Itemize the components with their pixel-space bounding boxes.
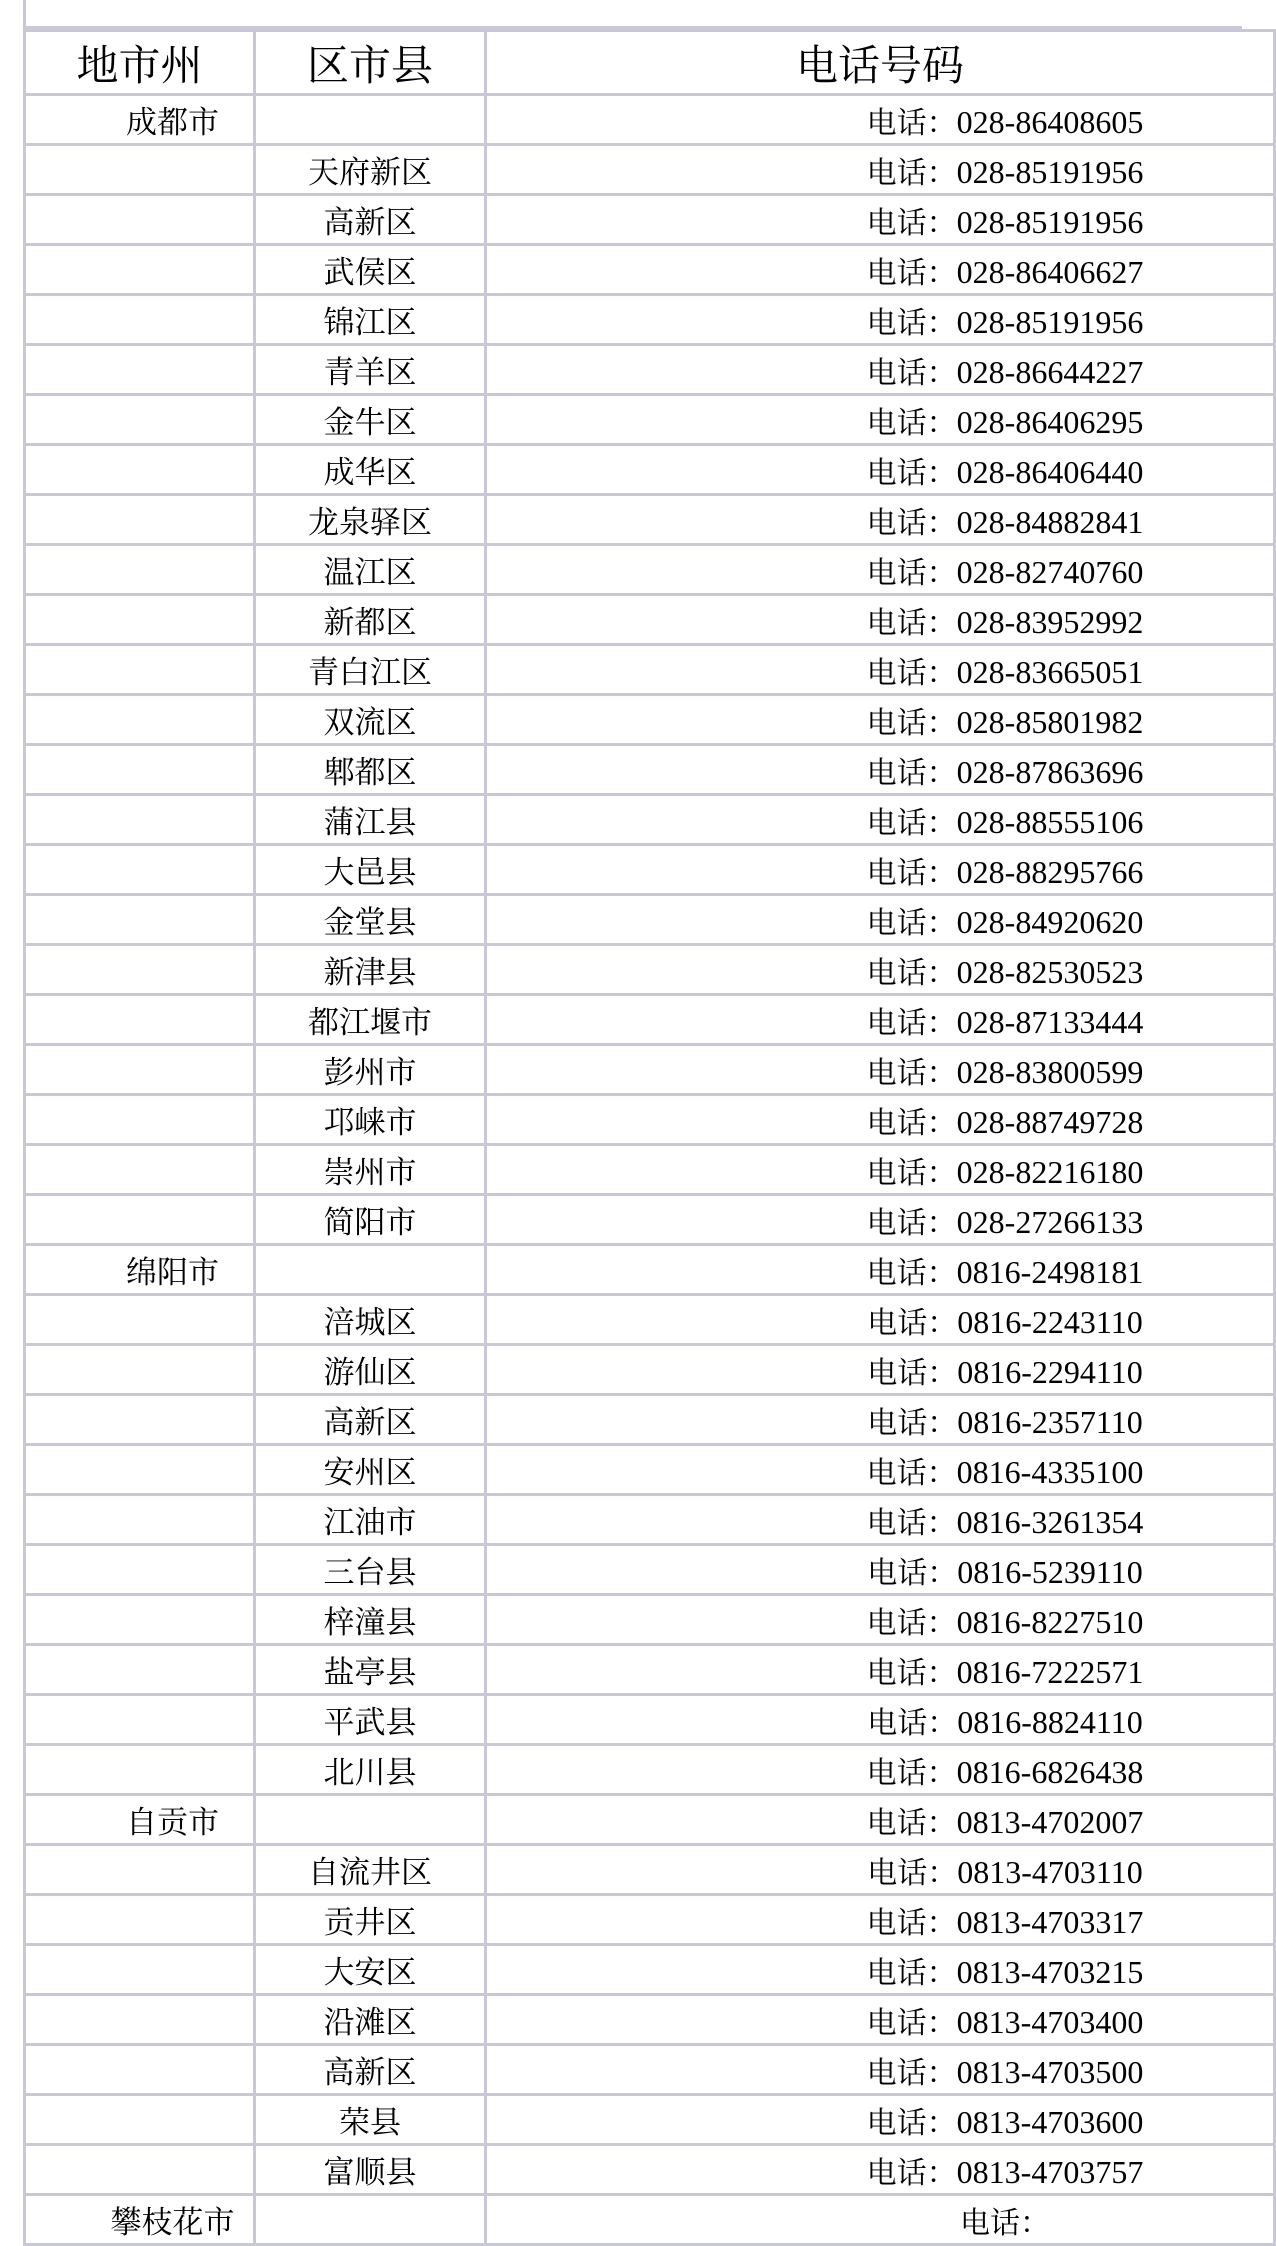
city-cell: [25, 1345, 255, 1395]
phone-number: 028-85191956: [956, 153, 1144, 190]
phone-number: 028-86406440: [956, 453, 1144, 490]
city-cell: [25, 1195, 255, 1245]
district-cell: 新都区: [255, 595, 486, 645]
city-cell: [25, 645, 255, 695]
phone-number: 028-82530523: [956, 953, 1144, 990]
phone-cell: [486, 2095, 1275, 2145]
phone-number: 028-83665051: [956, 653, 1144, 690]
phone-cell: [486, 1245, 1275, 1295]
phone-number: 0816-5239110: [957, 1553, 1143, 1590]
phone-number: 0813-4703500: [956, 2053, 1144, 2090]
table-row: [25, 1245, 1275, 1295]
table-row: [25, 1945, 1275, 1995]
table-row: [25, 2045, 1275, 2095]
district-cell: 三台县: [255, 1545, 486, 1595]
phone-cell: [486, 795, 1275, 845]
city-cell: [25, 145, 255, 195]
city-cell: [25, 995, 255, 1045]
phone-cell: [486, 95, 1275, 145]
phone-number: 028-86406295: [956, 403, 1144, 440]
table-row: [25, 795, 1275, 845]
phone-number: 0813-4703110: [957, 1853, 1143, 1890]
phone-cell: [486, 895, 1275, 945]
city-cell: [25, 295, 255, 345]
district-cell: 高新区: [255, 195, 486, 245]
phone-prefix: 电话：: [866, 1755, 957, 1791]
phone-number: 0816-2498181: [956, 1253, 1144, 1290]
table-row: [25, 895, 1275, 945]
table-row: [25, 745, 1275, 795]
city-cell: [25, 1945, 255, 1995]
phone-cell: [486, 1745, 1275, 1795]
phone-prefix: 电话：: [866, 905, 957, 941]
phone-cell: [486, 1445, 1275, 1495]
city-cell: [25, 495, 255, 545]
table-row: [25, 2145, 1275, 2195]
phone-prefix: 电话：: [866, 855, 957, 891]
phone-number: 028-87133444: [956, 1003, 1144, 1040]
phone-cell: [486, 2195, 1275, 2245]
city-cell: [25, 695, 255, 745]
phone-number: 028-83800599: [956, 1053, 1144, 1090]
district-cell: 青羊区: [255, 345, 486, 395]
district-cell: 大安区: [255, 1945, 486, 1995]
city-cell: [25, 595, 255, 645]
table-row: [25, 695, 1275, 745]
district-cell: 锦江区: [255, 295, 486, 345]
district-cell: [255, 2195, 486, 2245]
district-cell: 富顺县: [255, 2145, 486, 2195]
table-row: [25, 1895, 1275, 1945]
phone-number: 028-83952992: [956, 603, 1144, 640]
phone-cell: [486, 1295, 1275, 1345]
table-row: [25, 1745, 1275, 1795]
phone-cell: [486, 845, 1275, 895]
table-row: [25, 1295, 1275, 1345]
phone-prefix: 电话：: [866, 955, 957, 991]
table-row: [25, 995, 1275, 1045]
table-row: [25, 1445, 1275, 1495]
phone-prefix: 电话：: [866, 1505, 957, 1541]
phone-prefix: 电话：: [866, 205, 957, 241]
phone-prefix: 电话：: [867, 1855, 958, 1891]
table-row: [25, 2095, 1275, 2145]
phone-prefix: 电话：: [866, 1205, 957, 1241]
phone-number: 0816-2243110: [957, 1303, 1143, 1340]
phone-cell: [486, 1145, 1275, 1195]
phone-number: 028-84920620: [956, 903, 1144, 940]
header-row: [25, 31, 1275, 95]
phone-cell: [486, 1545, 1275, 1595]
phone-prefix: 电话：: [866, 1105, 957, 1141]
district-cell: 彭州市: [255, 1045, 486, 1095]
city-cell: [25, 1445, 255, 1495]
table-row: [25, 1145, 1275, 1195]
phone-cell: [486, 345, 1275, 395]
district-cell: 荣县: [255, 2095, 486, 2145]
city-cell: [25, 445, 255, 495]
district-cell: 贡井区: [255, 1895, 486, 1945]
phone-cell: [486, 295, 1275, 345]
phone-number: 0813-4703757: [956, 2153, 1144, 2190]
district-cell: 自流井区: [255, 1845, 486, 1895]
district-cell: 简阳市: [255, 1195, 486, 1245]
phone-number: 0813-4703215: [956, 1953, 1144, 1990]
phone-number: 0816-8227510: [956, 1603, 1144, 1640]
table-row: [25, 1095, 1275, 1145]
city-cell: [25, 795, 255, 845]
phone-cell: [486, 1945, 1275, 1995]
district-cell: 新津县: [255, 945, 486, 995]
phone-prefix: 电话：: [866, 1955, 957, 1991]
phone-prefix: 电话：: [866, 405, 957, 441]
city-cell: [25, 1645, 255, 1695]
table-row: [25, 1045, 1275, 1095]
phone-cell: [486, 1645, 1275, 1695]
district-cell: 邛崃市: [255, 1095, 486, 1145]
phone-number: 0816-2294110: [957, 1353, 1143, 1390]
phone-cell: [486, 595, 1275, 645]
district-cell: 崇州市: [255, 1145, 486, 1195]
district-cell: 武侯区: [255, 245, 486, 295]
phone-number: 028-84882841: [956, 503, 1144, 540]
district-cell: 北川县: [255, 1745, 486, 1795]
phone-cell: [486, 695, 1275, 745]
table-row: [25, 1495, 1275, 1545]
phone-prefix: 电话：: [866, 2105, 957, 2141]
district-cell: 天府新区: [255, 145, 486, 195]
phone-number: 0816-2357110: [957, 1403, 1143, 1440]
phone-cell: [486, 395, 1275, 445]
city-cell: [25, 1095, 255, 1145]
city-cell: [25, 1845, 255, 1895]
table-row: [25, 1595, 1275, 1645]
city-cell: [25, 1745, 255, 1795]
district-cell: 盐亭县: [255, 1645, 486, 1695]
phone-prefix: 电话：: [866, 1055, 957, 1091]
phone-cell: [486, 245, 1275, 295]
table-row: [25, 2195, 1275, 2245]
table-row: [25, 395, 1275, 445]
phone-number: 028-27266133: [956, 1203, 1144, 1240]
city-cell: [25, 1695, 255, 1745]
table-row: [25, 1695, 1275, 1745]
city-cell: [25, 1545, 255, 1595]
phone-cell: [486, 745, 1275, 795]
city-cell: [25, 1395, 255, 1445]
table-row: [25, 1795, 1275, 1845]
phone-prefix: 电话：: [866, 1255, 957, 1291]
city-cell: 自贡市: [25, 1795, 255, 1845]
district-cell: [255, 95, 486, 145]
city-cell: 攀枝花市: [25, 2195, 255, 2245]
table-row: [25, 245, 1275, 295]
district-cell: 金牛区: [255, 395, 486, 445]
phone-cell: [486, 445, 1275, 495]
phone-prefix: 电话：: [866, 155, 957, 191]
district-cell: 游仙区: [255, 1345, 486, 1395]
phone-prefix: 电话：: [867, 1305, 958, 1341]
district-cell: 梓潼县: [255, 1595, 486, 1645]
district-cell: 安州区: [255, 1445, 486, 1495]
phone-number: 0813-4703317: [956, 1903, 1144, 1940]
phone-prefix: 电话：: [866, 1655, 957, 1691]
city-cell: [25, 1995, 255, 2045]
phone-cell: [486, 2145, 1275, 2195]
district-cell: 高新区: [255, 1395, 486, 1445]
city-cell: [25, 395, 255, 445]
header-city: 地市州: [25, 31, 255, 95]
phone-cell: [486, 1045, 1275, 1095]
phone-prefix: 电话：: [866, 1455, 957, 1491]
city-cell: [25, 545, 255, 595]
table-row: [25, 1995, 1275, 2045]
district-cell: 江油市: [255, 1495, 486, 1545]
phone-cell: [486, 1195, 1275, 1245]
header-phone: 电话号码: [486, 31, 1275, 95]
phone-number: 028-85801982: [956, 703, 1144, 740]
phone-prefix: 电话：: [960, 2205, 1050, 2241]
phone-prefix: 电话：: [866, 2005, 957, 2041]
city-cell: [25, 1145, 255, 1195]
district-cell: [255, 1795, 486, 1845]
city-cell: 绵阳市: [25, 1245, 255, 1295]
top-empty-row: [23, 0, 1242, 29]
phone-prefix: 电话：: [867, 1705, 958, 1741]
district-cell: 金堂县: [255, 895, 486, 945]
table-row: [25, 95, 1275, 145]
phone-number: 028-85191956: [956, 203, 1144, 240]
table-row: [25, 1395, 1275, 1445]
city-cell: [25, 1045, 255, 1095]
table-row: [25, 145, 1275, 195]
city-cell: [25, 1595, 255, 1645]
district-cell: 涪城区: [255, 1295, 486, 1345]
phone-prefix: 电话：: [867, 1355, 958, 1391]
phone-number: 0813-4702007: [956, 1803, 1144, 1840]
phone-prefix: 电话：: [866, 805, 957, 841]
phone-prefix: 电话：: [866, 605, 957, 641]
city-cell: [25, 195, 255, 245]
phone-prefix: 电话：: [866, 305, 957, 341]
district-cell: 双流区: [255, 695, 486, 745]
district-cell: 青白江区: [255, 645, 486, 695]
city-cell: [25, 845, 255, 895]
city-cell: [25, 1895, 255, 1945]
phone-number: 028-86408605: [956, 103, 1144, 140]
phone-cell: [486, 1795, 1275, 1845]
district-cell: 成华区: [255, 445, 486, 495]
phone-cell: [486, 1395, 1275, 1445]
city-cell: [25, 245, 255, 295]
table-row: [25, 445, 1275, 495]
district-cell: 高新区: [255, 2045, 486, 2095]
phone-number: 028-86406627: [956, 253, 1144, 290]
phone-number: 028-86644227: [956, 353, 1144, 390]
table-row: [25, 345, 1275, 395]
phone-prefix: 电话：: [866, 455, 957, 491]
phone-number: 0816-4335100: [956, 1453, 1144, 1490]
phone-prefix: 电话：: [866, 1005, 957, 1041]
phone-prefix: 电话：: [867, 1405, 958, 1441]
phone-cell: [486, 145, 1275, 195]
phone-prefix: 电话：: [867, 1555, 958, 1591]
phone-prefix: 电话：: [866, 555, 957, 591]
phone-cell: [486, 1695, 1275, 1745]
city-cell: [25, 945, 255, 995]
table-row: [25, 195, 1275, 245]
phone-cell: [486, 2045, 1275, 2095]
table-row: [25, 1195, 1275, 1245]
phone-number: 028-85191956: [956, 303, 1144, 340]
phone-prefix: 电话：: [866, 2155, 957, 2191]
district-cell: 龙泉驿区: [255, 495, 486, 545]
city-cell: [25, 2145, 255, 2195]
phone-number: 0816-3261354: [956, 1503, 1144, 1540]
city-cell: [25, 1295, 255, 1345]
city-cell: [25, 2045, 255, 2095]
table-row: [25, 545, 1275, 595]
district-cell: 大邑县: [255, 845, 486, 895]
phone-cell: [486, 1095, 1275, 1145]
phone-cell: [486, 1495, 1275, 1545]
table-row: [25, 1645, 1275, 1695]
phone-number: 028-82740760: [956, 553, 1144, 590]
phone-cell: [486, 945, 1275, 995]
table-body: [25, 95, 1275, 2245]
phone-number: 028-88555106: [956, 803, 1144, 840]
phone-cell: [486, 495, 1275, 545]
phone-number: 0816-7222571: [956, 1653, 1144, 1690]
phone-prefix: 电话：: [866, 1605, 957, 1641]
phone-prefix: 电话：: [866, 1905, 957, 1941]
phone-prefix: 电话：: [866, 1155, 957, 1191]
table-row: [25, 945, 1275, 995]
phone-cell: [486, 645, 1275, 695]
phone-directory-table: [23, 29, 1276, 2246]
phone-prefix: 电话：: [866, 705, 957, 741]
district-cell: 温江区: [255, 545, 486, 595]
phone-prefix: 电话：: [866, 755, 957, 791]
phone-prefix: 电话：: [866, 105, 957, 141]
phone-prefix: 电话：: [866, 655, 957, 691]
city-cell: [25, 345, 255, 395]
table-row: [25, 595, 1275, 645]
phone-prefix: 电话：: [866, 255, 957, 291]
phone-number: 028-88295766: [956, 853, 1144, 890]
phone-number: 028-82216180: [956, 1153, 1144, 1190]
phone-cell: [486, 1345, 1275, 1395]
district-cell: 沿滩区: [255, 1995, 486, 2045]
phone-number: 0813-4703600: [956, 2103, 1144, 2140]
district-cell: 郫都区: [255, 745, 486, 795]
table-row: [25, 1345, 1275, 1395]
district-cell: 都江堰市: [255, 995, 486, 1045]
district-cell: 平武县: [255, 1695, 486, 1745]
district-cell: 蒲江县: [255, 795, 486, 845]
phone-number: 0816-8824110: [957, 1703, 1143, 1740]
table-row: [25, 495, 1275, 545]
table-row: [25, 1545, 1275, 1595]
city-cell: [25, 745, 255, 795]
phone-cell: [486, 1895, 1275, 1945]
city-cell: 成都市: [25, 95, 255, 145]
phone-prefix: 电话：: [866, 2055, 957, 2091]
city-cell: [25, 2095, 255, 2145]
phone-cell: [486, 545, 1275, 595]
phone-cell: [486, 1995, 1275, 2045]
city-cell: [25, 895, 255, 945]
phone-cell: [486, 1595, 1275, 1645]
phone-cell: [486, 995, 1275, 1045]
phone-number: 0813-4703400: [956, 2003, 1144, 2040]
table-row: [25, 1845, 1275, 1895]
table-row: [25, 645, 1275, 695]
phone-prefix: 电话：: [866, 355, 957, 391]
table-row: [25, 295, 1275, 345]
phone-cell: [486, 1845, 1275, 1895]
table-row: [25, 845, 1275, 895]
phone-number: 028-87863696: [956, 753, 1144, 790]
district-cell: [255, 1245, 486, 1295]
phone-prefix: 电话：: [866, 505, 957, 541]
phone-number: 0816-6826438: [956, 1753, 1144, 1790]
phone-cell: [486, 195, 1275, 245]
city-cell: [25, 1495, 255, 1545]
phone-number: 028-88749728: [956, 1103, 1144, 1140]
header-district: 区市县: [255, 31, 486, 95]
phone-prefix: 电话：: [866, 1805, 957, 1841]
